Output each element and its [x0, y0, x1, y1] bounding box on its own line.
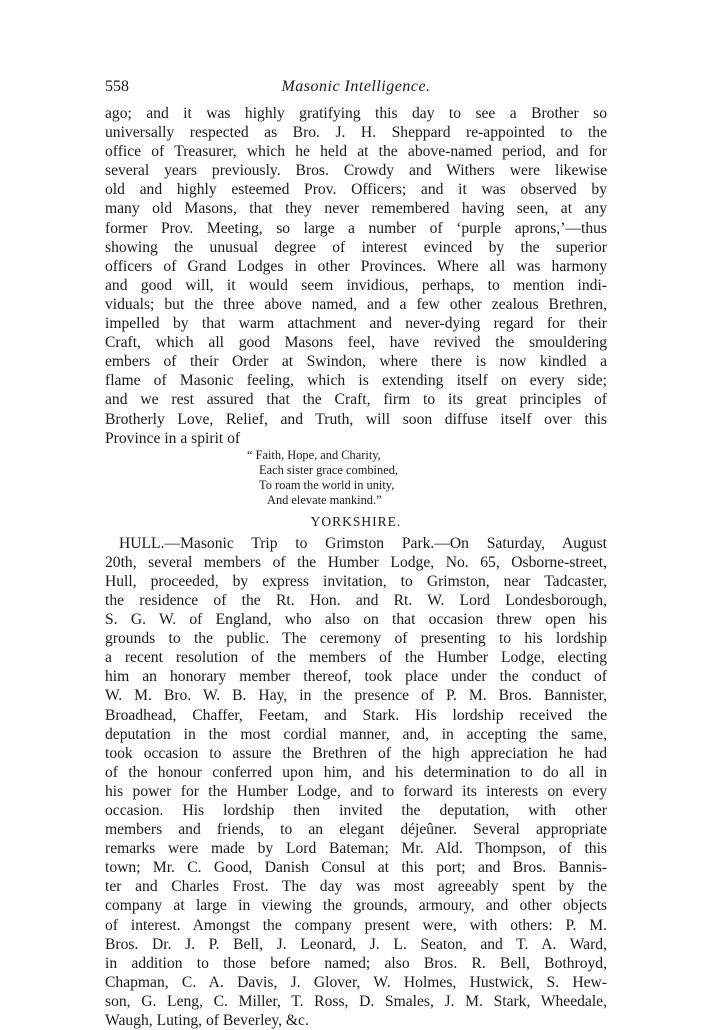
- text-line: of the honour conferred upon him, and his determination to do all in: [105, 763, 607, 781]
- text-line: 20th, several members of the Humber Lodge, No. 65, Osborne-street,: [105, 553, 607, 571]
- paragraph-swindon: [105, 104, 607, 448]
- poem-line: Each sister grace combined,: [259, 462, 398, 477]
- text-line: impelled by that warm attachment and never-dying regard for their: [105, 315, 607, 333]
- text-line: office of Treasurer, which he held at the above-named period, and for: [105, 143, 607, 161]
- text-line: deputation in the most cordial manner, and, in accepting the same,: [105, 725, 607, 743]
- text-line: a recent resolution of the members of the Humber Lodge, electing: [105, 649, 607, 667]
- text-line: former Prov. Meeting, so large a number of ‘purple aprons,’—thus: [105, 219, 607, 237]
- text-line: flame of Masonic feeling, which is extending itself on every side;: [105, 372, 607, 390]
- text-line: ago; and it was highly gratifying this day to see a Brother so: [105, 105, 607, 122]
- text-line: old and highly esteemed Prov. Officers; and it was observed by: [105, 181, 607, 199]
- poem-line: And elevate mankind.”: [267, 492, 382, 507]
- text-line: Brotherly Love, Relief, and Truth, will soon diffuse itself over this: [105, 410, 607, 428]
- text-line: Province in a spirit of: [105, 429, 241, 447]
- text-line: and good will, it would seem invidious, perhaps, to mention indi-: [105, 276, 607, 294]
- text-line: Craft, which all good Masons feel, have revived the smouldering: [105, 334, 607, 352]
- text-line: the residence of the Rt. Hon. and Rt. W. Lord Londesborough,: [105, 591, 607, 609]
- page-header: [105, 78, 607, 104]
- text-line: embers of their Order at Swindon, where there is now kindled a: [105, 353, 607, 371]
- text-line: members and friends, to an elegant déjeûner. Several appropriate: [105, 821, 607, 839]
- text-line: S. G. W. of England, who also on that occasion threw open his: [105, 611, 607, 629]
- text-line: many old Masons, that they never remembered having seen, at any: [105, 200, 607, 218]
- text-line: Chapman, C. A. Davis, J. Glover, W. Holmes, Hustwick, S. Hew-: [105, 973, 607, 991]
- document-page: [105, 78, 607, 1030]
- text-line: officers of Grand Lodges in other Provinces. Where all was harmony: [105, 257, 607, 275]
- text-line: took occasion to assure the Brethren of the high appreciation he had: [105, 744, 607, 762]
- section-heading: YORKSHIRE.: [310, 513, 402, 529]
- text-line: Broadhead, Chaffer, Feetam, and Stark. His lordship received the: [105, 706, 607, 724]
- text-line: in addition to those before named; also Bros. R. Bell, Bothroyd,: [105, 954, 607, 972]
- text-line: town; Mr. C. Good, Danish Consul at this port; and Bros. Bannis-: [105, 859, 607, 877]
- text-line: his power for the Humber Lodge, and to forward its interests on every: [105, 782, 607, 800]
- text-line: universally respected as Bro. J. H. Sheppard re-appointed to the: [105, 124, 607, 142]
- text-line: occasion. His lordship then invited the deputation, with other: [105, 802, 607, 819]
- text-line: viduals; but the three above named, and a few other zealous Brethren,: [105, 295, 607, 313]
- text-line: HULL.—Masonic Trip to Grimston Park.—On Saturday, August: [119, 534, 607, 552]
- text-line: Waugh, Luting, of Beverley, &c.: [105, 1012, 309, 1030]
- running-title: Masonic Intelligence.: [281, 78, 431, 95]
- poem-quote: [105, 448, 607, 508]
- text-line: son, G. Leng, C. Miller, T. Ross, D. Smales, J. M. Stark, Wheedale,: [105, 992, 607, 1010]
- paragraph-hull: [105, 534, 607, 1030]
- text-line: and we rest assured that the Craft, firm to its great principles of: [105, 391, 607, 409]
- text-line: grounds to the public. The ceremony of presenting to his lordship: [105, 630, 607, 648]
- poem-line: “ Faith, Hope, and Charity,: [247, 447, 381, 462]
- text-line: of interest. Amongst the company present were, with others: P. M.: [105, 916, 607, 934]
- text-line: company at large in viewing the grounds, armoury, and other objects: [105, 897, 607, 915]
- text-line: several years previously. Bros. Crowdy and Withers were likewise: [105, 162, 607, 180]
- poem-line: To roam the world in unity,: [259, 477, 395, 492]
- text-line: Bros. Dr. J. P. Bell, J. Leonard, J. L. Seaton, and T. A. Ward,: [105, 935, 607, 953]
- text-line: remarks were made by Lord Bateman; Mr. Ald. Thompson, of this: [105, 840, 607, 858]
- text-line: Hull, proceeded, by express invitation, to Grimston, near Tadcaster,: [105, 572, 607, 590]
- text-line: him an honorary member thereof, took place under the conduct of: [105, 668, 607, 686]
- text-line: showing the unusual degree of interest evinced by the superior: [105, 238, 607, 256]
- text-line: W. M. Bro. W. B. Hay, in the presence of P. M. Bros. Bannister,: [105, 687, 607, 705]
- text-line: ter and Charles Frost. The day was most agreeably spent by the: [105, 878, 607, 896]
- page-number: 558: [105, 78, 129, 95]
